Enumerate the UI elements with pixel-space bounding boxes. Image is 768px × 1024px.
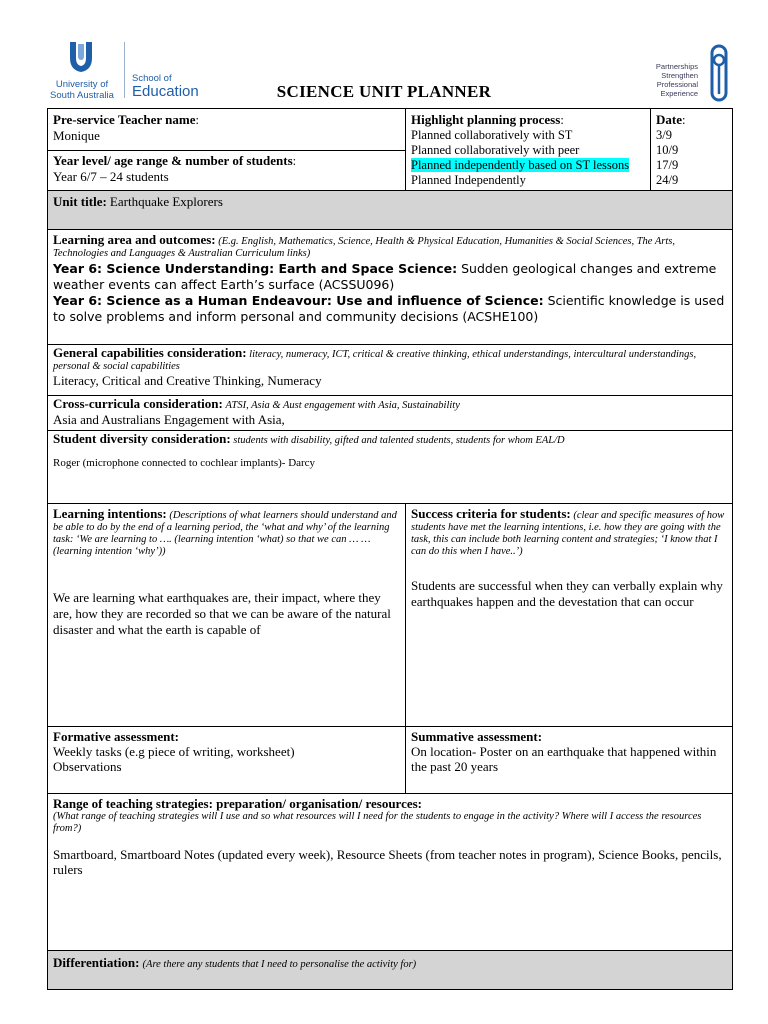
planning-option-1[interactable]: Planned collaboratively with ST <box>411 128 573 142</box>
teacher-name[interactable]: Monique <box>53 128 100 143</box>
date-3[interactable]: 17/9 <box>656 158 679 172</box>
strategies-hint: (What range of teaching strategies will I use and so what resources will I need for the students to engage in the activity? Where will I access the resources from?) <box>53 811 702 834</box>
date-cell <box>651 109 733 191</box>
date-label: Date <box>656 112 682 127</box>
year-level-label: Year level/ age range & number of students <box>53 152 293 168</box>
uni-line-2: South Australia <box>50 90 114 101</box>
date-1[interactable]: 3/9 <box>656 128 672 142</box>
year-level-cell <box>48 150 406 190</box>
differentiation-cell <box>48 951 733 990</box>
strategies-row <box>48 794 733 951</box>
teacher-label: Pre-service Teacher name <box>53 112 196 127</box>
learning-area-label: Learning area and outcomes: <box>53 232 216 247</box>
learning-intentions-value[interactable]: We are learning what earthquakes are, their impact, where they are, how they are recorded so that we can be aware of the natural disaster and what the earth is capable of <box>53 590 391 637</box>
planning-option-3 <box>411 158 645 173</box>
success-criteria-label: Success criteria for students: <box>411 506 571 521</box>
cross-curricula-row <box>48 396 733 431</box>
planning-label: Highlight planning process <box>411 112 561 127</box>
summative-label: Summative assessment: <box>411 729 543 744</box>
planning-option-4[interactable]: Planned Independently <box>411 173 526 187</box>
year-level-value[interactable]: Year 6/7 – 24 students <box>53 168 169 184</box>
student-diversity-value[interactable]: Roger (microphone connected to cochlear implants)- Darcy <box>53 457 316 469</box>
formative-cell <box>48 727 406 794</box>
outcome-1 <box>53 261 727 293</box>
planning-option-3-text[interactable]: Planned independently based on ST lessons <box>411 158 630 172</box>
assessment-row <box>48 727 733 794</box>
unit-planner-table <box>47 108 733 990</box>
strategies-cell <box>48 794 733 951</box>
year-level-colon: : <box>292 153 297 168</box>
differentiation-row <box>48 951 733 990</box>
strategies-value[interactable]: Smartboard, Smartboard Notes (updated every week), Resource Sheets (from teacher notes in program), Science Books, pencils, rulers <box>53 847 722 877</box>
general-capabilities-label: General capabilities consideration: <box>53 345 247 360</box>
general-capabilities-value[interactable]: Literacy, Critical and Creative Thinking, Numeracy <box>53 373 322 388</box>
learning-area-row <box>48 230 733 345</box>
student-diversity-cell <box>48 431 733 504</box>
cross-curricula-label: Cross-curricula consideration: <box>53 396 223 411</box>
date-colon: : <box>682 113 686 127</box>
date-4[interactable]: 24/9 <box>656 173 679 187</box>
planning-option-2[interactable]: Planned collaboratively with peer <box>411 143 580 157</box>
uni-line-1: University of <box>55 79 109 90</box>
general-capabilities-row <box>48 345 733 396</box>
cross-curricula-hint: ATSI, Asia & Aust engagement with Asia, Sustainability <box>225 400 460 411</box>
unit-title-row <box>48 191 733 230</box>
success-criteria-cell <box>406 504 733 727</box>
formative-label: Formative assessment: <box>53 729 179 744</box>
intentions-criteria-row <box>48 504 733 727</box>
learning-area-hint: (E.g. English, Mathematics, Science, Health & Physical Education, Humanities & Social Sciences, The Arts, Technologies and Languages & Australian Curriculum links) <box>53 236 676 259</box>
planning-colon: : <box>560 113 564 127</box>
pse-line-2: Strengthen <box>661 71 698 80</box>
learning-intentions-label: Learning intentions: <box>53 506 167 521</box>
general-capabilities-cell <box>48 345 733 396</box>
outcome-2 <box>53 293 727 325</box>
cross-curricula-value[interactable]: Asia and Australians Engagement with Asia, <box>53 412 285 427</box>
unit-title-label: Unit title: <box>53 194 107 209</box>
learning-area-cell <box>48 230 733 345</box>
education-label: Education <box>132 83 199 100</box>
summative-cell <box>406 727 733 794</box>
learning-intentions-hint: (Descriptions of what learners should understand and be able to do by the end of a learning period, the ‘what and why’ of the learning task: ‘We are learning to …. (learning intention ‘what) so that we can … … (learning intention ‘why’)) <box>53 510 397 557</box>
differentiation-label: Differentiation: <box>53 955 140 970</box>
learning-intentions-cell <box>48 504 406 727</box>
teacher-row <box>48 109 733 151</box>
planning-cell <box>406 109 651 191</box>
differentiation-hint: (Are there any students that I need to personalise the activity for) <box>142 959 417 970</box>
unisa-crest-icon <box>68 40 94 74</box>
teacher-colon: : <box>195 113 199 127</box>
unit-title-cell <box>48 191 733 230</box>
student-diversity-row <box>48 431 733 504</box>
school-of-label: School of <box>132 73 172 84</box>
outcome-2-heading: Year 6: Science as a Human Endeavour: Use and influence of Science: <box>53 293 544 308</box>
teacher-cell <box>48 109 406 151</box>
student-diversity-hint: students with disability, gifted and talented students, students for whom EAL/D <box>233 435 565 446</box>
summative-value[interactable]: On location- Poster on an earthquake that happened within the past 20 years <box>411 744 717 774</box>
date-2[interactable]: 10/9 <box>656 143 679 157</box>
strategies-label: Range of teaching strategies: preparation/ organisation/ resources: <box>53 796 423 811</box>
pse-line-1: Partnerships <box>655 62 698 71</box>
success-criteria-value[interactable]: Students are successful when they can verbally explain why earthquakes happen and the devestation that can occur <box>411 578 723 609</box>
student-diversity-label: Student diversity consideration: <box>53 431 231 446</box>
success-criteria-hint: (clear and specific measures of how students have met the learning intentions, i.e. how they are going with the task, this can include both learning content and strategies; ‘I know that I can do this when I have..’) <box>411 510 725 557</box>
pse-line-4: Experience <box>660 89 698 98</box>
page-title: SCIENCE UNIT PLANNER <box>276 82 492 101</box>
pse-line-3: Professional <box>656 80 698 89</box>
outcome-1-text[interactable]: Sudden geological changes and extreme weather events can affect Earth’s surface (ACSSU096) <box>53 261 717 292</box>
outcome-2-text[interactable]: Scientific knowledge is used to solve problems and inform personal and community decisions (ACSHE100) <box>53 293 725 324</box>
formative-line-2[interactable]: Observations <box>53 759 122 774</box>
unit-title-value[interactable]: Earthquake Explorers <box>109 194 223 209</box>
cross-curricula-cell <box>48 396 733 431</box>
general-capabilities-hint: literacy, numeracy, ICT, critical & creative thinking, ethical understandings, intercultural understandings, personal & social capabilities <box>53 349 697 372</box>
outcome-1-heading: Year 6: Science Understanding: Earth and Space Science: <box>53 261 458 276</box>
formative-line-1[interactable]: Weekly tasks (e.g piece of writing, worksheet) <box>53 744 295 759</box>
